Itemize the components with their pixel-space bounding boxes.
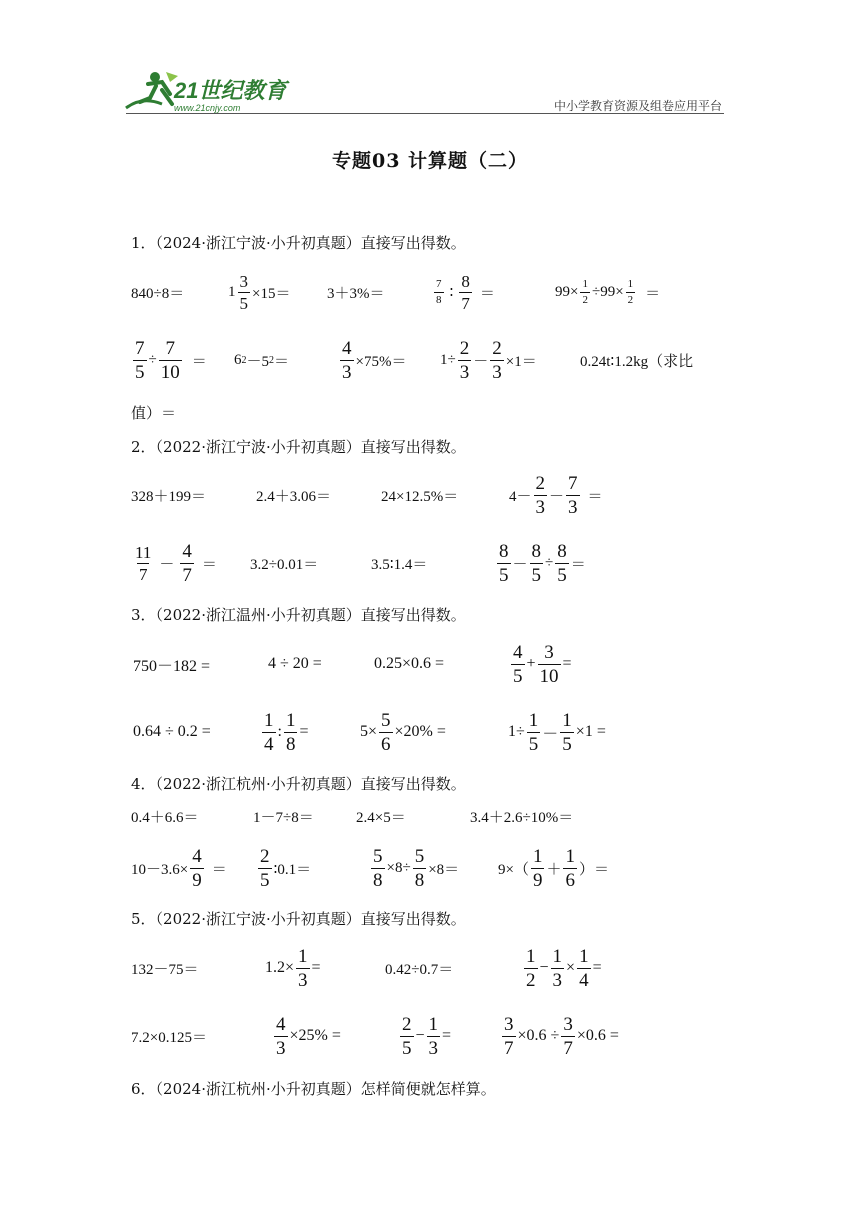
fraction: $\frac{1}{2}$ xyxy=(582,277,588,306)
expression: 3.5∶1.4＝ xyxy=(371,556,428,573)
fraction: $\frac{1}{2}$ xyxy=(627,277,634,306)
fraction: 4 5 xyxy=(513,641,523,687)
expression: 4 5 + $\frac{3}{10}$ = xyxy=(513,641,572,687)
fraction: 2 5 xyxy=(402,1013,412,1059)
expression: 0.25×0.6 = xyxy=(374,655,445,672)
expression: 1÷ $\frac{2}{3}$ － $\frac{2}{3}$ ×1＝ xyxy=(440,337,537,383)
fraction: $\frac{1}{5}$ xyxy=(562,709,572,755)
fraction: 1 6 xyxy=(565,845,575,891)
fraction: $\frac{4}{3}$ xyxy=(276,1013,286,1059)
logo-url: www.21cnjy.com xyxy=(174,103,241,113)
question-4-heading: 4．（2022·浙江杭州·小升初真题）直接写出得数。 xyxy=(131,775,466,793)
expression-continuation: 值）＝ xyxy=(131,404,177,422)
fraction: $\frac{5}{8}$ xyxy=(373,845,383,891)
question-5-row-2 xyxy=(0,1006,860,1066)
expression: 1÷ $\frac{1}{5}$ － $\frac{1}{5}$ ×1 = xyxy=(508,709,606,755)
fraction: 4 7 xyxy=(182,540,192,586)
fraction: $\frac{5}{8}$ xyxy=(414,845,425,891)
fraction: 1 4 xyxy=(264,709,274,755)
question-5-heading: 5．（2022·浙江宁波·小升初真题）直接写出得数。 xyxy=(131,910,466,928)
logo-text: 21世纪教育 xyxy=(174,78,287,103)
question-1-row-1 xyxy=(0,262,860,322)
fraction: $\frac{5}{6}$ xyxy=(381,709,391,755)
expression: 1 $\frac{3}{5}$ ×15＝ xyxy=(228,271,291,313)
fraction: $\frac{1}{3}$ xyxy=(428,1013,439,1059)
question-5-row-1 xyxy=(0,938,860,998)
fraction: $\frac{7}{10}$ xyxy=(160,337,180,383)
fraction: 1 9 xyxy=(532,845,543,891)
fraction: $\frac{2}{3}$ xyxy=(492,337,502,383)
expression: 8 5 － $\frac{8}{5}$ ÷ $\frac{8}{5}$ ＝ xyxy=(499,540,586,586)
expression: 3.4＋2.6÷10%＝ xyxy=(470,809,574,826)
expression: 2.4×5＝ xyxy=(356,809,406,826)
expression: $\frac{3}{7}$ ×0.6 ÷ $\frac{3}{7}$ ×0.6 = xyxy=(504,1013,619,1059)
expression: 24×12.5%＝ xyxy=(381,488,459,505)
expression: 1.2× $\frac{1}{3}$ = xyxy=(265,945,321,991)
fraction: $\frac{3}{7}$ xyxy=(563,1013,573,1059)
expression: 3.2÷0.01＝ xyxy=(250,556,319,573)
expression: 9×（ 1 9 ＋ 1 6 ）＝ xyxy=(498,845,609,891)
fraction: 7 8 xyxy=(436,277,442,306)
expression: 0.42÷0.7＝ xyxy=(385,961,454,978)
fraction: $\frac{2}{3}$ xyxy=(459,337,470,383)
expression: 2.4＋3.06＝ xyxy=(256,488,332,505)
expression: 99× $\frac{1}{2}$ ÷99× $\frac{1}{2}$ ＝ xyxy=(555,277,661,306)
expression: 840÷8＝ xyxy=(131,285,185,302)
expression: $\frac{4}{3}$ ×25% = xyxy=(276,1013,341,1059)
fraction: 2 5 xyxy=(260,845,270,891)
fraction: $\frac{1}{5}$ xyxy=(528,709,539,755)
fraction: $\frac{1}{4}$ xyxy=(579,945,589,991)
site-name: 中小学教育资源及组卷应用平台 xyxy=(553,99,722,113)
page-title: 专题03 计算题（二） xyxy=(331,150,529,172)
fraction: $\frac{8}{5}$ xyxy=(557,540,567,586)
expression: 2 5 − $\frac{1}{3}$ = xyxy=(402,1013,452,1059)
question-1-heading: 1．（2024·浙江宁波·小升初真题）直接写出得数。 xyxy=(131,234,466,252)
expression: 11 7 － 4 7 ＝ xyxy=(135,540,217,586)
header-divider xyxy=(126,113,724,114)
expression: 0.4＋6.6＝ xyxy=(131,809,199,826)
question-3-row-2 xyxy=(0,702,860,762)
question-2-row-2 xyxy=(0,533,860,593)
fraction: 1 2 xyxy=(526,945,536,991)
fraction: $\frac{1}{8}$ xyxy=(285,709,296,755)
expression: 1 4 : $\frac{1}{8}$ = xyxy=(264,709,309,755)
expression: $\frac{4}{3}$ ×75%＝ xyxy=(342,337,407,383)
fraction: $\frac{4}{9}$ xyxy=(192,845,202,891)
expression: 750－182 = xyxy=(133,657,211,675)
expression: $\frac{5}{8}$ ×8÷ $\frac{5}{8}$ ×8＝ xyxy=(373,845,460,891)
fraction: 8 7 xyxy=(461,271,470,313)
question-3-heading: 3．（2022·浙江温州·小升初真题）直接写出得数。 xyxy=(131,606,466,624)
fraction: 8 5 xyxy=(499,540,509,586)
question-3-row-1 xyxy=(0,634,860,694)
expression: $\frac{7}{5}$ ÷ $\frac{7}{10}$ ＝ xyxy=(135,337,207,383)
question-2-row-1 xyxy=(0,465,860,525)
fraction: 11 7 xyxy=(135,542,152,584)
expression: 1－7÷8＝ xyxy=(253,809,314,826)
expression: 4 ÷ 20 = xyxy=(268,655,322,672)
fraction: $\frac{8}{5}$ xyxy=(531,540,542,586)
question-6-heading: 6．（2024·浙江杭州·小升初真题）怎样简便就怎样算。 xyxy=(131,1080,496,1098)
question-2-heading: 2．（2022·浙江宁波·小升初真题）直接写出得数。 xyxy=(131,438,466,456)
fraction: 7 3 xyxy=(568,472,578,518)
expression: 328＋199＝ xyxy=(131,488,207,505)
expression: 4－ 2 3 － 7 3 ＝ xyxy=(509,472,603,518)
expression: 3＋3%＝ xyxy=(327,285,385,302)
expression: 0.24t∶1.2kg（求比 xyxy=(580,353,694,370)
expression: 6 2 －5 2 ＝ xyxy=(234,351,290,370)
expression: 5× $\frac{5}{6}$ ×20% = xyxy=(360,709,446,755)
expression: 7 8 ∶ 8 7 ＝ xyxy=(436,271,495,313)
expression: 1 2 − $\frac{1}{3}$ × $\frac{1}{4}$ = xyxy=(526,945,602,991)
fraction: $\frac{1}{3}$ xyxy=(552,945,563,991)
fraction: $\frac{3}{10}$ xyxy=(539,641,559,687)
fraction: $\frac{1}{3}$ xyxy=(298,945,308,991)
expression: 2 5 ∶0.1＝ xyxy=(260,845,312,891)
expression: 0.64 ÷ 0.2 = xyxy=(133,723,211,740)
fraction: 2 3 xyxy=(535,472,546,518)
expression: 7.2×0.125＝ xyxy=(131,1029,207,1046)
expression: 10－3.6× $\frac{4}{9}$ ＝ xyxy=(131,845,227,891)
question-4-row-2 xyxy=(0,838,860,898)
fraction: $\frac{3}{5}$ xyxy=(239,271,248,313)
expression: 132－75＝ xyxy=(131,961,199,978)
question-1-row-2 xyxy=(0,330,860,390)
fraction: $\frac{7}{5}$ xyxy=(135,337,145,383)
question-4-row-1 xyxy=(0,786,860,846)
fraction: $\frac{3}{7}$ xyxy=(504,1013,514,1059)
site-logo xyxy=(122,68,292,114)
fraction: $\frac{4}{3}$ xyxy=(342,337,352,383)
